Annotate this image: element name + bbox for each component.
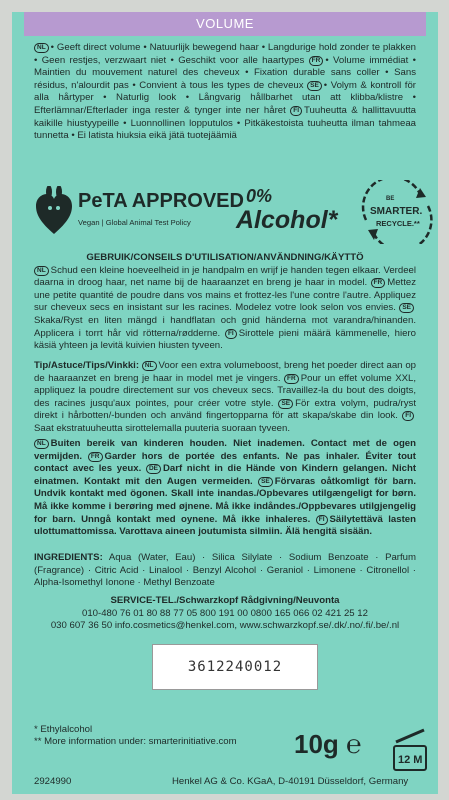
smart-top: BE xyxy=(386,196,395,202)
alcohol-percent: 0% xyxy=(246,186,273,206)
tips-fr: Pour un effet volume XXL, appliquez la poudre directement sur vos cheveux secs. Travaillez-la du bout des doigts, des racines jusqu'aux pointes, pour créer votre style. xyxy=(34,372,416,409)
service-phones: 010-480 76 01 80 88 77 05 800 191 00 0800 165 066 02 421 25 12 xyxy=(82,607,368,619)
claims-se: • Volym & kontroll för alla hårtyper • Naturlig look • Långvarig hållbarhet utan att klibba/klistre • Efterlämnar/Efterlader inga rester & tynger inte ner håret xyxy=(34,79,417,116)
tips-heading: Tip/Astuce/Tips/Vinkki: xyxy=(34,360,140,371)
usage-heading: GEBRUIK/CONSEILS D'UTILISATION/ANVÄNDNING/KÄYTTÖ xyxy=(86,252,364,263)
service-contacts: 030 607 36 50 info.cosmetics@henkel.com, www.schwarzkopf.se/.dk/.no/.fi/.be/.nl xyxy=(50,620,400,632)
country-code-se: SE xyxy=(278,399,293,409)
country-code-fi: FI xyxy=(290,106,302,116)
warning-fi: Säilytettävä lasten ulottumattomissa. Varottava aineen joutumista silmiin. Älä hengitä sisään. xyxy=(34,513,416,538)
peta-subtitle: Vegan | Global Animal Test Policy xyxy=(78,218,191,227)
country-code-nl: NL xyxy=(34,266,49,276)
tips-nl: Voor een extra volumeboost, breng het poeder direct aan op de haaraanzet en breng je haar in model met je vingers. xyxy=(34,360,416,384)
usage-fi: Sirottele pieni määrä kämmenelle, hiero käsiä yhteen ja levitä kuivien hiusten tyveen. xyxy=(34,327,416,352)
ingredients-text: Aqua (Water, Eau) · Silica Silylate · Sodium Benzoate · Parfum (Fragrance) · Citric Acid · Linalool · Benzyl Alcohol · Geraniol · Limonene · Citronellol · Alpha-Isomethyl Ionone · Methyl Benzoate xyxy=(34,552,416,589)
pao-jar-icon xyxy=(390,728,430,772)
footnote-more-info: ** More information under: smarterinitiative.com xyxy=(34,736,237,747)
product-code: 2924990 xyxy=(34,776,72,787)
warning-nl: Buiten bereik van kinderen houden. Niet inademen. Contact met de ogen vermijden. xyxy=(34,438,416,462)
net-weight: 10g ℮ xyxy=(294,729,362,759)
warning-de: Darf nicht in die Hände von Kindern gelangen. Nicht einatmen. Kontakt mit den Augen vermeiden. xyxy=(34,463,417,487)
country-code-nl: NL xyxy=(34,439,49,449)
claims-nl: • Geeft direct volume • Natuurlijk bewegend haar • Langdurige hold zonder te plakken • Geen restjes, verzwaart niet • Geschikt voor alle haartypes xyxy=(34,42,416,66)
warning-fr: Garder hors de portée des enfants. Ne pas inhaler. Éviter tout contact avec les yeux. xyxy=(34,450,416,475)
tips-fi: Saat ekstratuuheutta sirottelemalla puuteria suoraan tyveen. xyxy=(34,422,290,434)
country-code-fi: FI xyxy=(225,329,237,339)
country-code-fr: FR xyxy=(88,452,103,462)
bunny-heart-icon xyxy=(34,186,74,238)
country-code-nl: NL xyxy=(34,43,49,53)
ingredients-block xyxy=(34,552,416,590)
tips-se: För extra volym, pudra/ryst direkt i hårbotten/-bunden och använd fingertopparna för att skapa/skabe din look. xyxy=(34,397,417,422)
certification-logos xyxy=(34,180,423,248)
warnings-block xyxy=(34,438,416,539)
alcohol-free-label: Alcohol* xyxy=(236,206,338,234)
country-code-fi: FI xyxy=(402,411,414,421)
country-code-fi: FI xyxy=(316,515,328,525)
country-code-fr: FR xyxy=(284,374,299,384)
country-code-fr: FR xyxy=(371,278,386,288)
usage-block xyxy=(34,252,416,353)
product-label-panel xyxy=(12,12,438,794)
claims-fi: Tuuheutta & hallittavuutta kaikille hiustyypeille • Luonnollinen lopputulos • Pitkäkestoista tuuheutta ilman tahmeaa tunnetta • Ei latista hiuksia eikä jätä tuotejäämiä xyxy=(34,104,416,142)
volume-band xyxy=(24,12,426,36)
peta-approved-title: PeTA APPROVED xyxy=(78,190,244,212)
service-heading: SERVICE-TEL./Schwarzkopf Rådgivning/Neuvonta xyxy=(110,595,340,606)
country-code-nl: NL xyxy=(142,361,157,371)
smart-bot: RECYCLE.** xyxy=(376,219,420,228)
warning-se: Förvaras oåtkomligt för barn. Undvik kontakt med ögonen. Skall inte inandas./Opbevares utilgængeligt for børn. Må ikke komme i berøring med øjnene. Må ikke indåndes./Oppbevares utilgjengelig for barn. Unngå kontakt med oynene. Må ikke inhaleres. xyxy=(34,475,416,525)
recycle-arrows-icon xyxy=(356,180,438,244)
country-code-se: SE xyxy=(307,81,322,91)
smart-mid: SMARTER. xyxy=(370,206,423,217)
country-code-de: DE xyxy=(146,464,161,474)
country-code-fr: FR xyxy=(309,56,324,66)
usage-nl: Schud een kleine hoeveelheid in je handpalm en wrijf je handen tegen elkaar. Verdeel daarna in droog haar, net name bij de haaraanzet en breng je haar in model. xyxy=(34,264,416,289)
country-code-se: SE xyxy=(399,303,414,313)
band-title: VOLUME xyxy=(196,16,254,31)
usage-se: Skaka/Ryst en liten mängd i handflatan och gnid händerna mot varandra/hinanden. Applicera i torrt hår vid rötterna/rødderne. xyxy=(34,314,416,339)
usage-fr: Mettez une petite quantité de poudre dans vos mains et frottez-les l'une contre l'autre. Appliquez sur cheveux secs en insistant sur les racines. Modelez votre look selon vos envies. xyxy=(34,277,417,314)
country-code-se: SE xyxy=(258,477,273,487)
footnote-ethyl: * Ethylalcohol xyxy=(34,724,93,735)
service-block xyxy=(34,595,416,633)
batch-code-box: 3612240012 xyxy=(152,644,318,690)
claims-block xyxy=(34,42,416,143)
manufacturer: Henkel AG & Co. KGaA, D-40191 Düsseldorf, Germany xyxy=(172,776,409,787)
pao-label: 12 M xyxy=(398,754,423,766)
tips-block xyxy=(34,360,416,436)
claims-fr: • Volume immédiat • Maintien du mouvement naturel des cheveux • Fixation durable sans coller • Sans résidus, n'alourdit pas • Convient à tous les types de cheveux xyxy=(34,54,416,91)
ingredients-label: INGREDIENTS: xyxy=(34,552,103,563)
